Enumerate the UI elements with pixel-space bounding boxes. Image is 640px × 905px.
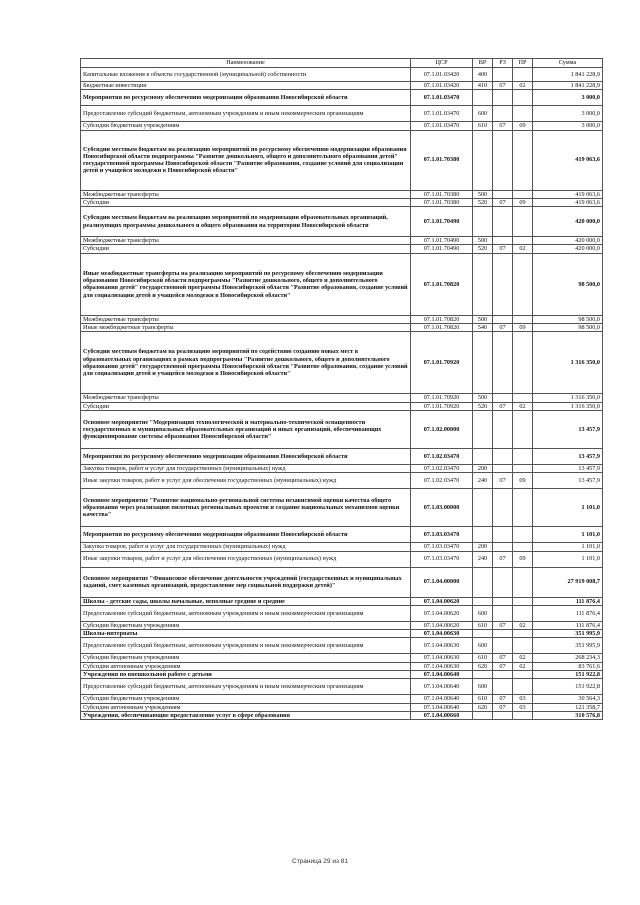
cell-vr — [473, 711, 493, 719]
cell-vr: 600 — [473, 638, 493, 654]
cell-sum: 351 995,9 — [533, 630, 603, 638]
cell-name: Основное мероприятие "Финансовое обеспечение деятельности учреждений (государственных и муниципальных заданий, смет казенных организаций, предоставление мер социальной поддержки детей)" — [81, 567, 411, 597]
cell-rz: 07 — [493, 703, 513, 711]
cell-csr: 07.1.01.70380 — [411, 190, 473, 198]
cell-name: Иные закупки товаров, работ и услуг для обеспечения государственных (муниципальных) нужд — [81, 473, 411, 489]
cell-csr: 07.1.01.70920 — [411, 332, 473, 394]
header-csr: ЦСР — [411, 59, 473, 68]
cell-rz: 07 — [493, 82, 513, 90]
cell-name: Субсидии — [81, 402, 411, 410]
cell-csr: 07.1.04.00630 — [411, 638, 473, 654]
cell-csr: 07.1.01.70490 — [411, 245, 473, 253]
cell-csr: 07.1.04.00630 — [411, 662, 473, 670]
cell-sum: 420 000,0 — [533, 245, 603, 253]
cell-vr — [473, 489, 493, 527]
cell-pr — [513, 130, 533, 190]
table-row — [81, 68, 603, 82]
table-row — [81, 695, 603, 703]
cell-csr: 07.1.03.03470 — [411, 551, 473, 567]
cell-name: Основное мероприятие "Развитие национально-региональной системы независимой оценки качества общего образования через реализацию пилотных региональных проектов и создание национальных механизмов оценки качества" — [81, 489, 411, 527]
cell-rz — [493, 638, 513, 654]
cell-rz: 07 — [493, 662, 513, 670]
cell-rz — [493, 489, 513, 527]
cell-name: Школы-интернаты — [81, 630, 411, 638]
table-row — [81, 90, 603, 106]
table-row — [81, 245, 603, 253]
cell-rz — [493, 448, 513, 464]
cell-pr — [513, 106, 533, 122]
cell-sum: 420 000,0 — [533, 207, 603, 237]
cell-rz: 07 — [493, 551, 513, 567]
cell-pr — [513, 448, 533, 464]
cell-sum: 1 101,0 — [533, 543, 603, 551]
table-row — [81, 106, 603, 122]
cell-pr: 09 — [513, 473, 533, 489]
cell-sum: 1 101,0 — [533, 489, 603, 527]
cell-csr: 07.1.01.70820 — [411, 324, 473, 332]
cell-pr: 02 — [513, 662, 533, 670]
cell-pr: 03 — [513, 695, 533, 703]
cell-vr — [473, 527, 493, 543]
cell-name: Субсидии — [81, 245, 411, 253]
cell-pr: 02 — [513, 621, 533, 629]
cell-sum: 419 063,6 — [533, 190, 603, 198]
table-row — [81, 567, 603, 597]
cell-rz — [493, 630, 513, 638]
cell-pr — [513, 410, 533, 448]
cell-csr: 07.1.04.00640 — [411, 671, 473, 679]
table-row — [81, 679, 603, 695]
cell-pr — [513, 605, 533, 621]
cell-pr — [513, 464, 533, 472]
cell-name: Субсидии бюджетным учреждениям — [81, 695, 411, 703]
cell-name: Бюджетные инвестиции — [81, 82, 411, 90]
cell-rz: 07 — [493, 402, 513, 410]
cell-name: Предоставление субсидий бюджетным, автономным учреждениям и иным некоммерческим организациям — [81, 679, 411, 695]
cell-name: Капитальные вложения в объекты государственной (муниципальной) собственности — [81, 68, 411, 82]
table-row — [81, 527, 603, 543]
table-row — [81, 237, 603, 245]
cell-rz — [493, 68, 513, 82]
cell-sum: 13 457,9 — [533, 464, 603, 472]
table-row — [81, 464, 603, 472]
cell-name: Учреждения, обеспечивающие предоставление услуг в сфере образования — [81, 711, 411, 719]
cell-vr — [473, 567, 493, 597]
cell-pr — [513, 253, 533, 315]
header-name: Наименование — [81, 59, 411, 68]
cell-pr — [513, 638, 533, 654]
table-header-row — [81, 59, 603, 68]
header-sum: Сумма — [533, 59, 603, 68]
cell-sum: 351 995,9 — [533, 638, 603, 654]
cell-rz — [493, 332, 513, 394]
budget-table-sheet — [80, 58, 602, 720]
cell-vr: 620 — [473, 662, 493, 670]
cell-vr: 200 — [473, 543, 493, 551]
cell-vr: 500 — [473, 190, 493, 198]
cell-pr: 09 — [513, 198, 533, 206]
table-row — [81, 597, 603, 605]
cell-csr: 07.1.01.03420 — [411, 68, 473, 82]
cell-name: Основное мероприятие "Модернизация технологической и материально-технической оснащенности государственных и муниципальных образовательных организаций и иных организаций, обеспечивающих функционирование системы образования Новосибирской области" — [81, 410, 411, 448]
table-row — [81, 332, 603, 394]
cell-rz — [493, 597, 513, 605]
cell-sum: 1 101,0 — [533, 551, 603, 567]
cell-pr — [513, 711, 533, 719]
cell-pr — [513, 394, 533, 402]
cell-sum: 121 358,7 — [533, 703, 603, 711]
table-row — [81, 662, 603, 670]
cell-sum: 420 000,0 — [533, 237, 603, 245]
cell-pr — [513, 237, 533, 245]
cell-sum: 3 000,0 — [533, 106, 603, 122]
table-row — [81, 543, 603, 551]
cell-sum: 111 876,4 — [533, 621, 603, 629]
cell-csr: 07.1.04.00640 — [411, 679, 473, 695]
cell-pr: 03 — [513, 703, 533, 711]
cell-pr — [513, 567, 533, 597]
cell-sum: 98 500,0 — [533, 315, 603, 323]
cell-name: Иные закупки товаров, работ и услуг для обеспечения государственных (муниципальных) нужд — [81, 551, 411, 567]
cell-csr: 07.1.03.03470 — [411, 543, 473, 551]
cell-rz — [493, 106, 513, 122]
cell-vr: 610 — [473, 654, 493, 662]
cell-name: Иные межбюджетные трансферты — [81, 324, 411, 332]
cell-rz — [493, 315, 513, 323]
cell-name: Мероприятия по ресурсному обеспечению модернизации образования Новосибирской области — [81, 448, 411, 464]
table-row — [81, 621, 603, 629]
cell-pr: 09 — [513, 122, 533, 130]
cell-csr: 07.1.01.70490 — [411, 237, 473, 245]
cell-rz — [493, 207, 513, 237]
cell-sum: 111 876,4 — [533, 605, 603, 621]
cell-pr — [513, 68, 533, 82]
cell-sum: 83 761,6 — [533, 662, 603, 670]
cell-sum: 3 000,0 — [533, 122, 603, 130]
cell-csr: 07.1.02.03470 — [411, 473, 473, 489]
table-row — [81, 190, 603, 198]
cell-sum: 268 234,3 — [533, 654, 603, 662]
cell-name: Закупка товаров, работ и услуг для государственных (муниципальных) нужд — [81, 543, 411, 551]
cell-name: Субсидии автономным учреждениям — [81, 662, 411, 670]
cell-vr: 500 — [473, 237, 493, 245]
cell-csr: 07.1.04.00620 — [411, 597, 473, 605]
cell-name: Школы - детские сады, школы начальные, неполные средние и средние — [81, 597, 411, 605]
cell-pr — [513, 527, 533, 543]
cell-pr — [513, 332, 533, 394]
cell-name: Учреждения по внешкольной работе с детьми — [81, 671, 411, 679]
cell-csr: 07.1.02.03470 — [411, 464, 473, 472]
cell-csr: 07.1.03.00000 — [411, 489, 473, 527]
cell-rz — [493, 190, 513, 198]
header-pr: ПР — [513, 59, 533, 68]
cell-pr — [513, 315, 533, 323]
cell-csr: 07.1.04.00620 — [411, 621, 473, 629]
table-row — [81, 671, 603, 679]
cell-csr: 07.1.04.00640 — [411, 695, 473, 703]
cell-csr: 07.1.01.70490 — [411, 207, 473, 237]
cell-sum: 1 316 350,0 — [533, 402, 603, 410]
table-row — [81, 551, 603, 567]
table-row — [81, 394, 603, 402]
cell-rz — [493, 130, 513, 190]
table-row — [81, 130, 603, 190]
cell-pr — [513, 679, 533, 695]
cell-vr: 500 — [473, 315, 493, 323]
table-row — [81, 448, 603, 464]
table-row — [81, 630, 603, 638]
cell-vr — [473, 448, 493, 464]
cell-pr — [513, 190, 533, 198]
cell-rz — [493, 605, 513, 621]
cell-csr: 07.1.04.00660 — [411, 711, 473, 719]
cell-sum: 13 457,9 — [533, 473, 603, 489]
cell-sum: 151 922,8 — [533, 679, 603, 695]
cell-vr: 600 — [473, 106, 493, 122]
cell-pr — [513, 543, 533, 551]
cell-rz: 07 — [493, 324, 513, 332]
cell-vr — [473, 207, 493, 237]
cell-sum: 30 564,3 — [533, 695, 603, 703]
cell-sum: 310 576,8 — [533, 711, 603, 719]
cell-rz: 07 — [493, 245, 513, 253]
cell-pr: 02 — [513, 245, 533, 253]
cell-name: Субсидии — [81, 198, 411, 206]
cell-pr — [513, 489, 533, 527]
table-body — [81, 68, 603, 720]
table-row — [81, 198, 603, 206]
cell-csr: 07.1.03.03470 — [411, 527, 473, 543]
cell-csr: 07.1.01.03470 — [411, 90, 473, 106]
cell-sum: 1 841 228,9 — [533, 68, 603, 82]
cell-vr: 610 — [473, 122, 493, 130]
cell-rz: 07 — [493, 122, 513, 130]
cell-sum: 1 841 228,9 — [533, 82, 603, 90]
cell-name: Субсидии автономным учреждениям — [81, 703, 411, 711]
table-row — [81, 253, 603, 315]
cell-csr: 07.1.04.00630 — [411, 654, 473, 662]
cell-name: Субсидии местным бюджетам на реализацию мероприятий по модернизации образовательных организаций, реализующих программы дошкольного и общего образования на территории Новосибирской области — [81, 207, 411, 237]
cell-csr: 07.1.01.03470 — [411, 122, 473, 130]
cell-rz — [493, 464, 513, 472]
cell-sum: 13 457,9 — [533, 410, 603, 448]
header-vr: ВР — [473, 59, 493, 68]
cell-rz — [493, 543, 513, 551]
cell-name: Межбюджетные трансферты — [81, 394, 411, 402]
cell-csr: 07.1.01.70920 — [411, 402, 473, 410]
cell-pr: 09 — [513, 551, 533, 567]
cell-sum: 1 316 350,0 — [533, 394, 603, 402]
cell-vr: 520 — [473, 402, 493, 410]
cell-vr: 400 — [473, 68, 493, 82]
table-row — [81, 654, 603, 662]
cell-rz — [493, 237, 513, 245]
cell-pr: 02 — [513, 402, 533, 410]
table-row — [81, 410, 603, 448]
cell-csr: 07.1.04.00630 — [411, 630, 473, 638]
cell-vr: 410 — [473, 82, 493, 90]
cell-csr: 07.1.01.03420 — [411, 82, 473, 90]
cell-name: Мероприятия по ресурсному обеспечению модернизации образования Новосибирской области — [81, 90, 411, 106]
cell-csr: 07.1.02.00000 — [411, 410, 473, 448]
cell-rz — [493, 394, 513, 402]
cell-csr: 07.1.04.00640 — [411, 703, 473, 711]
cell-vr — [473, 410, 493, 448]
cell-sum: 13 457,9 — [533, 448, 603, 464]
cell-csr: 07.1.02.03470 — [411, 448, 473, 464]
cell-pr — [513, 630, 533, 638]
table-row — [81, 122, 603, 130]
cell-vr — [473, 130, 493, 190]
cell-vr — [473, 597, 493, 605]
cell-csr: 07.1.01.70380 — [411, 198, 473, 206]
budget-table — [80, 58, 603, 720]
cell-rz: 07 — [493, 695, 513, 703]
cell-rz — [493, 253, 513, 315]
cell-name: Иные межбюджетные трансферты на реализацию мероприятий по ресурсному обеспечению модернизации образования Новосибирской области подпрограммы "Развитие дошкольного, общего и дополнительного образования детей" государственной программы Новосибирской области "Развитие образования, создание условий для социализации детей и учащейся молодежи в Новосибирской области" — [81, 253, 411, 315]
cell-sum: 1 101,0 — [533, 527, 603, 543]
table-row — [81, 703, 603, 711]
cell-csr: 07.1.04.00620 — [411, 605, 473, 621]
cell-csr: 07.1.04.00000 — [411, 567, 473, 597]
cell-csr: 07.1.01.03470 — [411, 106, 473, 122]
cell-name: Субсидии бюджетным учреждениям — [81, 621, 411, 629]
cell-vr — [473, 90, 493, 106]
cell-name: Предоставление субсидий бюджетным, автономным учреждениям и иным некоммерческим организациям — [81, 106, 411, 122]
table-row — [81, 315, 603, 323]
cell-rz — [493, 410, 513, 448]
cell-vr: 600 — [473, 679, 493, 695]
table-row — [81, 605, 603, 621]
cell-sum: 3 000,0 — [533, 90, 603, 106]
cell-sum: 151 922,8 — [533, 671, 603, 679]
cell-vr: 600 — [473, 605, 493, 621]
cell-vr: 610 — [473, 695, 493, 703]
cell-vr — [473, 332, 493, 394]
cell-rz — [493, 527, 513, 543]
cell-csr: 07.1.01.70820 — [411, 253, 473, 315]
cell-rz — [493, 671, 513, 679]
cell-name: Предоставление субсидий бюджетным, автономным учреждениям и иным некоммерческим организациям — [81, 638, 411, 654]
cell-pr — [513, 207, 533, 237]
table-row — [81, 207, 603, 237]
cell-rz — [493, 90, 513, 106]
cell-vr: 610 — [473, 621, 493, 629]
cell-pr — [513, 597, 533, 605]
cell-name: Мероприятия по ресурсному обеспечению модернизации образования Новосибирской области — [81, 527, 411, 543]
cell-pr — [513, 671, 533, 679]
table-row — [81, 489, 603, 527]
cell-vr — [473, 253, 493, 315]
cell-sum: 419 063,6 — [533, 130, 603, 190]
cell-pr: 09 — [513, 324, 533, 332]
table-row — [81, 473, 603, 489]
cell-pr: 02 — [513, 82, 533, 90]
cell-rz — [493, 679, 513, 695]
cell-sum: 419 063,6 — [533, 198, 603, 206]
cell-vr — [473, 630, 493, 638]
cell-vr: 200 — [473, 464, 493, 472]
table-row — [81, 711, 603, 719]
cell-sum: 1 316 350,0 — [533, 332, 603, 394]
cell-rz: 07 — [493, 621, 513, 629]
cell-name: Межбюджетные трансферты — [81, 190, 411, 198]
cell-name: Межбюджетные трансферты — [81, 315, 411, 323]
cell-csr: 07.1.01.70920 — [411, 394, 473, 402]
cell-sum: 98 500,0 — [533, 253, 603, 315]
table-row — [81, 324, 603, 332]
cell-rz — [493, 567, 513, 597]
cell-csr: 07.1.01.70820 — [411, 315, 473, 323]
cell-name: Субсидии бюджетным учреждениям — [81, 654, 411, 662]
table-row — [81, 402, 603, 410]
cell-vr: 520 — [473, 198, 493, 206]
cell-vr: 240 — [473, 551, 493, 567]
cell-vr: 520 — [473, 245, 493, 253]
cell-name: Предоставление субсидий бюджетным, автономным учреждениям и иным некоммерческим организациям — [81, 605, 411, 621]
cell-vr: 540 — [473, 324, 493, 332]
cell-name: Субсидии бюджетным учреждениям — [81, 122, 411, 130]
cell-sum: 27 919 008,7 — [533, 567, 603, 597]
cell-name: Субсидии местным бюджетам на реализацию мероприятий по ресурсному обеспечению модернизации образования Новосибирской области подпрограммы "Развитие дошкольного, общего и дополнительного образования детей" государственной программы Новосибирской области "Развитие образования, создание условий для социализации детей и учащейся молодежи в Новосибирской области" — [81, 130, 411, 190]
cell-vr: 240 — [473, 473, 493, 489]
cell-csr: 07.1.01.70380 — [411, 130, 473, 190]
cell-name: Межбюджетные трансферты — [81, 237, 411, 245]
cell-rz: 07 — [493, 654, 513, 662]
cell-vr: 620 — [473, 703, 493, 711]
cell-rz: 07 — [493, 473, 513, 489]
cell-name: Субсидии местным бюджетам на реализацию мероприятий по содействию созданию новых мест в образовательных организациях в рамках подпрограммы "Развитие дошкольного, общего и дополнительного образования детей" государственной программы Новосибирской области "Развитие образования, создание условий для социализации детей и учащейся молодежи в Новосибирской области" — [81, 332, 411, 394]
cell-name: Закупка товаров, работ и услуг для государственных (муниципальных) нужд — [81, 464, 411, 472]
cell-rz — [493, 711, 513, 719]
cell-pr — [513, 90, 533, 106]
cell-rz: 07 — [493, 198, 513, 206]
page-number: Страница 29 из 81 — [292, 858, 348, 865]
table-row — [81, 82, 603, 90]
header-rz: РЗ — [493, 59, 513, 68]
cell-vr: 500 — [473, 394, 493, 402]
cell-sum: 98 500,0 — [533, 324, 603, 332]
cell-pr: 02 — [513, 654, 533, 662]
cell-sum: 111 876,4 — [533, 597, 603, 605]
table-row — [81, 638, 603, 654]
cell-vr — [473, 671, 493, 679]
